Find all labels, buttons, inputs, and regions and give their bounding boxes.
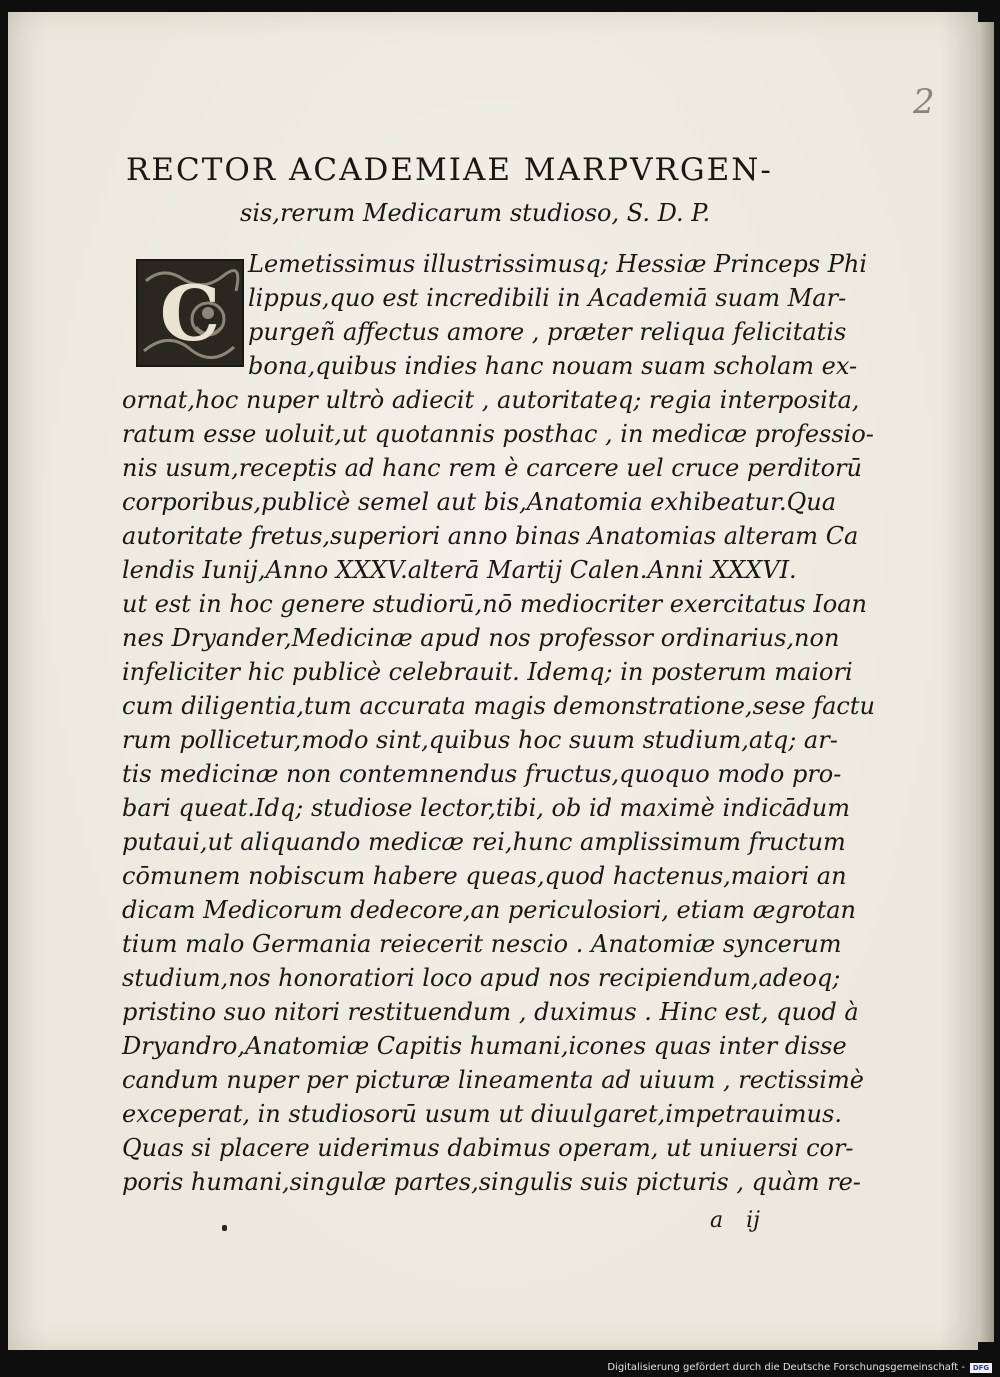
text-line: cum diligentia,tum accurata magis demonstratione,sese factu [122, 692, 875, 720]
text-line: poris humani,singulæ partes,singulis suis picturis , quàm re- [122, 1168, 861, 1196]
text-line: candum nuper per picturæ lineamenta ad uiuum , rectissimè [122, 1066, 864, 1094]
text-line: tium malo Germania reiecerit nescio . Anatomiæ syncerum [122, 930, 842, 958]
dfg-logo-icon: DFG [970, 1363, 992, 1373]
text-line: lippus,quo est incredibili in Academiā suam Mar- [248, 284, 847, 312]
text-line: exceperat, in studiosorū usum ut diuulgaret,impetrauimus. [122, 1100, 842, 1128]
text-line: infeliciter hic publicè celebrauit. Idemq; in posterum maiori [122, 658, 853, 686]
text-line: Quas si placere uiderimus dabimus operam, ut uniuersi cor- [122, 1134, 854, 1162]
text-line: cōmunem nobiscum habere queas,quod hactenus,maiori an [122, 862, 847, 890]
ink-speck [222, 1225, 227, 1231]
text-line: dicam Medicorum dedecore,an periculosiori, etiam ægrotan [122, 896, 856, 924]
initial-letter: C [159, 268, 221, 358]
text-line: Dryandro,Anatomiæ Capitis humani,icones quas inter disse [122, 1032, 847, 1060]
decorated-initial [136, 259, 244, 367]
text-line: studium,nos honoratiori loco apud nos recipiendum,adeoq; [122, 964, 841, 992]
text-line: nis usum,receptis ad hanc rem è carcere uel cruce perditorū [122, 454, 863, 482]
folio-number: 2 [913, 82, 935, 122]
text-line: lendis Iunij,Anno XXXV.alterā Martij Calen.Anni XXXVI. [122, 556, 797, 584]
text-line: ornat,hoc nuper ultrò adiecit , autoritateq; regia interposita, [122, 386, 860, 414]
text-line: autoritate fretus,superiori anno binas Anatomias alteram Ca [122, 522, 859, 550]
text-line: rum pollicetur,modo sint,quibus hoc suum studium,atq; ar- [122, 726, 838, 754]
text-line: ratum esse uoluit,ut quotannis posthac , in medicæ professio- [122, 420, 874, 448]
signature-mark: a ij [710, 1208, 760, 1233]
text-line: bona,quibus indies hanc nouam suam scholam ex- [248, 352, 858, 380]
text-line: putaui,ut aliquando medicæ rei,hunc amplissimum fructum [122, 828, 846, 856]
footer-text: Digitalisierung gefördert durch die Deutsche Forschungsgemeinschaft - [607, 1362, 965, 1373]
text-line: purgeñ affectus amore , præter reliqua felicitatis [248, 318, 847, 346]
text-line: pristino suo nitori restituendum , duximus . Hinc est, quod à [122, 998, 859, 1026]
text-line: corporibus,publicè semel aut bis,Anatomia exhibeatur.Qua [122, 488, 837, 516]
page-edge [978, 22, 994, 1342]
page-heading: RECTOR ACADEMIAE MARPVRGEN- [126, 152, 773, 188]
digitization-footer [607, 1362, 992, 1373]
text-line: bari queat.Idq; studiose lector,tibi, ob id maximè indicādum [122, 794, 851, 822]
text-line: Lemetissimus illustrissimusq; Hessiæ Princeps Phi [248, 250, 868, 278]
text-line: tis medicinæ non contemnendus fructus,quoquo modo pro- [122, 760, 842, 788]
page-subheading: sis,rerum Medicarum studioso, S. D. P. [240, 199, 711, 227]
text-line: ut est in hoc genere studiorū,nō mediocriter exercitatus Ioan [122, 590, 868, 618]
text-line: nes Dryander,Medicinæ apud nos professor ordinarius,non [122, 624, 840, 652]
book-page [8, 12, 978, 1350]
